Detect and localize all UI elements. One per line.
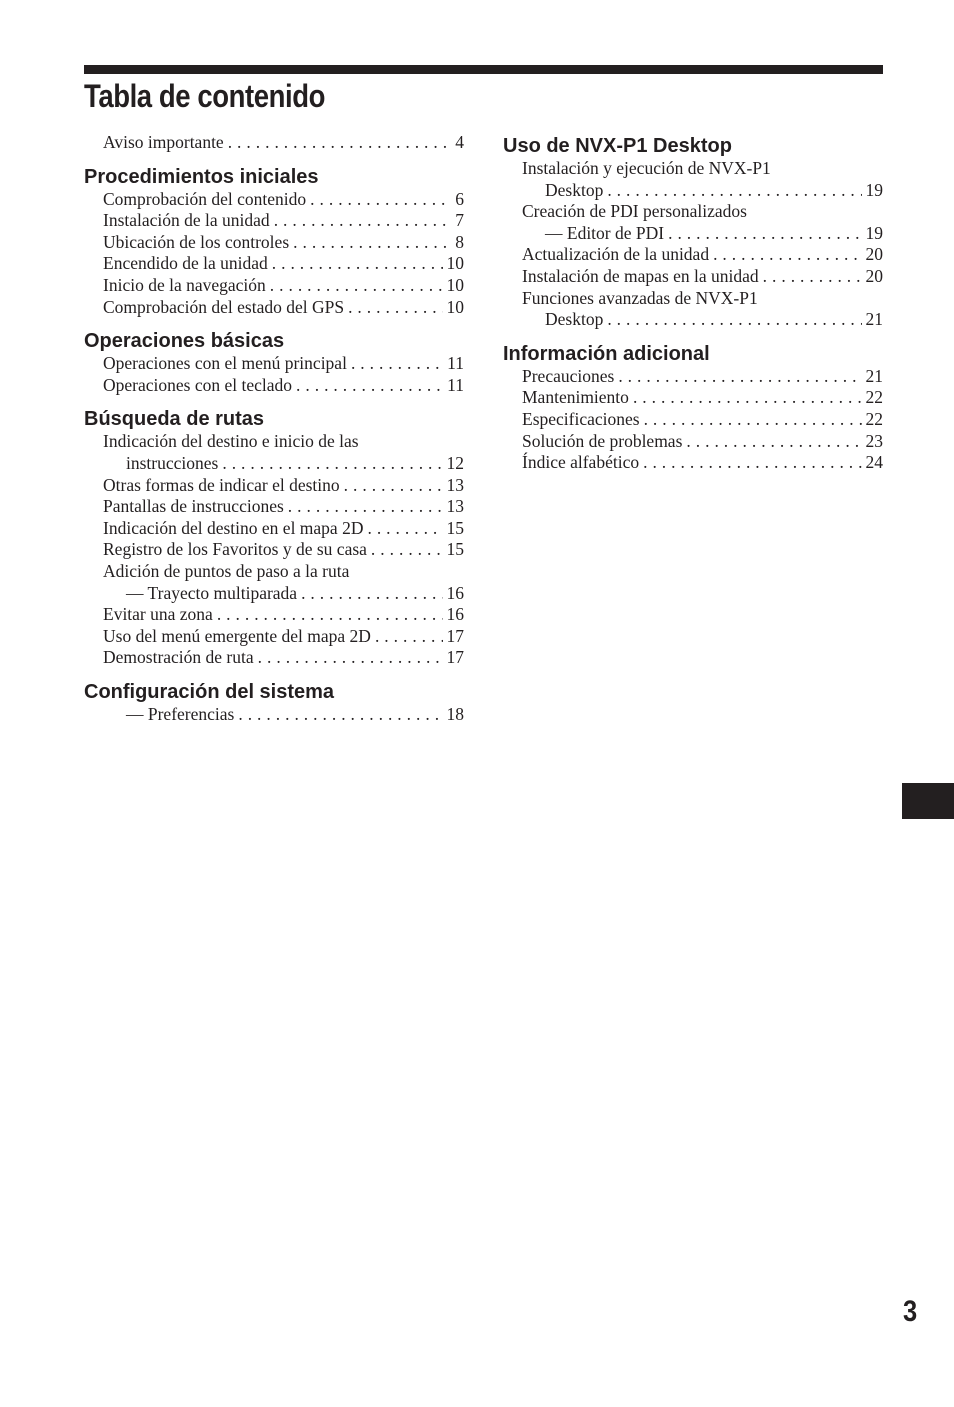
toc-entry-label: Operaciones con el menú principal <box>103 353 347 374</box>
toc-entry[interactable] <box>84 604 464 626</box>
toc-entry-line1[interactable]: Funciones avanzadas de NVX-P1 <box>522 287 758 308</box>
toc-entry-label: — Preferencias <box>126 703 235 724</box>
toc-entry-page: 17 <box>446 625 464 646</box>
leader-dots <box>228 132 452 154</box>
leader-dots <box>310 189 451 211</box>
toc-entry-label: Actualización de la unidad <box>522 244 710 265</box>
section-heading: Procedimientos iniciales <box>84 165 319 188</box>
toc-section-nvx-desktop <box>503 132 883 331</box>
toc-column-right <box>503 132 883 474</box>
toc-entry[interactable] <box>84 647 464 669</box>
section-tab-marker <box>902 783 954 819</box>
toc-entry[interactable] <box>503 452 883 474</box>
leader-dots <box>258 647 443 669</box>
toc-entry-page: 22 <box>865 387 883 408</box>
toc-entry[interactable] <box>84 275 464 297</box>
toc-entry-label: Instalación de la unidad <box>103 210 270 231</box>
leader-dots <box>293 232 451 254</box>
toc-entry-page: 19 <box>865 179 883 200</box>
leader-dots <box>348 297 442 319</box>
toc-entry[interactable] <box>503 244 883 266</box>
section-heading: Operaciones básicas <box>84 330 285 353</box>
toc-entry-line1[interactable]: Instalación y ejecución de NVX-P1 <box>522 158 771 178</box>
leader-dots <box>344 475 443 497</box>
toc-entry-page: 10 <box>446 274 464 295</box>
section-heading: Uso de NVX-P1 Desktop <box>503 135 732 157</box>
leader-dots <box>644 409 862 431</box>
toc-entry-label: Operaciones con el teclado <box>103 374 293 395</box>
leader-dots <box>367 518 442 540</box>
toc-entry-aviso[interactable] <box>84 132 464 154</box>
toc-entry[interactable] <box>503 266 883 288</box>
leader-dots <box>351 353 443 375</box>
toc-entry[interactable] <box>84 583 464 605</box>
toc-entry[interactable] <box>503 223 883 245</box>
leader-dots <box>668 223 861 245</box>
toc-entry-page: 11 <box>447 353 464 374</box>
toc-entry[interactable] <box>84 475 464 497</box>
leader-dots <box>301 583 442 605</box>
leader-dots <box>238 704 442 726</box>
toc-entry-label: Precauciones <box>522 365 615 386</box>
toc-entry-page: 12 <box>446 452 464 473</box>
toc-entry-label: Solución de problemas <box>522 430 683 451</box>
toc-entry-label: Otras formas de indicar el destino <box>103 474 340 495</box>
toc-section-busqueda <box>84 405 464 669</box>
leader-dots <box>375 626 443 648</box>
toc-entry-label: Ubicación de los controles <box>103 231 290 252</box>
toc-entry-page: 16 <box>446 604 464 625</box>
top-rule <box>84 65 883 74</box>
page-number: 3 <box>903 1295 918 1328</box>
leader-dots <box>607 180 861 202</box>
toc-entry-label: Indicación del destino en el mapa 2D <box>103 517 364 538</box>
section-heading: Búsqueda de rutas <box>84 408 265 431</box>
leader-dots <box>274 210 452 232</box>
leader-dots <box>618 366 861 388</box>
toc-entry[interactable] <box>503 309 883 331</box>
toc-entry-label: Instalación de mapas en la unidad <box>522 265 759 286</box>
toc-section-configuracion <box>84 678 464 726</box>
toc-entry-label: Aviso importante <box>103 132 224 152</box>
toc-entry-page: 10 <box>446 253 464 274</box>
toc-entry-label: Uso del menú emergente del mapa 2D <box>103 625 371 646</box>
toc-entry-label: instrucciones <box>126 452 219 473</box>
leader-dots <box>272 253 443 275</box>
leader-dots <box>633 387 862 409</box>
toc-entry[interactable] <box>84 253 464 275</box>
toc-entry-page: 22 <box>865 408 883 429</box>
leader-dots <box>270 275 443 297</box>
toc-entry[interactable] <box>503 409 883 431</box>
toc-section-procedimientos <box>84 163 464 319</box>
toc-entry-label: — Editor de PDI <box>545 222 665 243</box>
toc-entry[interactable] <box>84 704 464 726</box>
toc-entry-page: 19 <box>865 222 883 243</box>
toc-entry[interactable] <box>84 539 464 561</box>
toc-entry-label: Inicio de la navegación <box>103 274 266 295</box>
toc-entry-page: 21 <box>865 309 883 330</box>
toc-column-left <box>84 132 464 725</box>
toc-entry-page: 6 <box>455 188 464 209</box>
toc-entry-page: 7 <box>455 210 464 231</box>
leader-dots <box>607 309 861 331</box>
toc-entry-label: Comprobación del estado del GPS <box>103 296 345 317</box>
toc-entry-label: Desktop <box>545 179 604 200</box>
toc-entry-label: Comprobación del contenido <box>103 188 307 209</box>
toc-entry[interactable] <box>503 366 883 388</box>
toc-entry-page: 4 <box>455 132 464 152</box>
toc-entry-page: 15 <box>446 517 464 538</box>
toc-entry[interactable] <box>84 453 464 475</box>
toc-entry-page: 10 <box>446 296 464 317</box>
section-heading: Información adicional <box>503 342 710 365</box>
toc-entry-label: Evitar una zona <box>103 604 213 625</box>
toc-entry-page: 21 <box>865 365 883 386</box>
toc-entry-page: 13 <box>446 474 464 495</box>
toc-entry-line1[interactable]: Creación de PDI personalizados <box>522 201 747 222</box>
toc-entry[interactable] <box>84 496 464 518</box>
toc-entry-page: 11 <box>447 374 464 395</box>
leader-dots <box>713 244 861 266</box>
toc-entry-page: 15 <box>446 539 464 560</box>
toc-entry[interactable] <box>84 626 464 648</box>
toc-entry[interactable] <box>503 180 883 202</box>
toc-entry[interactable] <box>84 210 464 232</box>
leader-dots <box>643 452 861 474</box>
toc-entry-label: Especificaciones <box>522 408 640 429</box>
toc-entry-page: 24 <box>865 452 883 473</box>
toc-entry-page: 20 <box>865 265 883 286</box>
leader-dots <box>288 496 443 518</box>
toc-entry[interactable] <box>503 431 883 453</box>
toc-entry-label: Mantenimiento <box>522 387 629 408</box>
toc-entry-page: 20 <box>865 244 883 265</box>
leader-dots <box>371 539 443 561</box>
toc-entry-label: Índice alfabético <box>522 452 640 473</box>
toc-entry-label: Registro de los Favoritos y de su casa <box>103 539 367 560</box>
toc-entry-line1[interactable]: Indicación del destino e inicio de las <box>103 431 359 452</box>
toc-entry[interactable] <box>84 232 464 254</box>
toc-entry-page: 17 <box>446 647 464 668</box>
toc-entry-page: 18 <box>446 703 464 724</box>
leader-dots <box>763 266 862 288</box>
leader-dots <box>217 604 443 626</box>
toc-entry-label: — Trayecto multiparada <box>126 582 298 603</box>
toc-entry-label: Demostración de ruta <box>103 647 254 668</box>
toc-section-informacion <box>503 340 883 474</box>
toc-entry[interactable] <box>84 375 464 397</box>
toc-entry-label: Pantallas de instrucciones <box>103 496 284 517</box>
leader-dots <box>686 431 861 453</box>
toc-entry-page: 16 <box>446 582 464 603</box>
toc-section-operaciones <box>84 327 464 396</box>
toc-entry-line1[interactable]: Adición de puntos de paso a la ruta <box>103 560 350 581</box>
leader-dots <box>296 375 443 397</box>
page-title: Tabla de contenido <box>84 78 325 114</box>
toc-entry[interactable] <box>84 297 464 319</box>
toc-entry[interactable] <box>503 387 883 409</box>
toc-entry-page: 23 <box>865 430 883 451</box>
toc-entry[interactable] <box>84 353 464 375</box>
leader-dots <box>222 453 442 475</box>
toc-entry-page: 8 <box>455 231 464 252</box>
toc-entry-label: Encendido de la unidad <box>103 253 268 274</box>
toc-entry-label: Desktop <box>545 309 604 330</box>
toc-entry[interactable] <box>84 518 464 540</box>
toc-entry[interactable] <box>84 189 464 211</box>
toc-entry-page: 13 <box>446 496 464 517</box>
section-heading: Configuración del sistema <box>84 680 335 703</box>
